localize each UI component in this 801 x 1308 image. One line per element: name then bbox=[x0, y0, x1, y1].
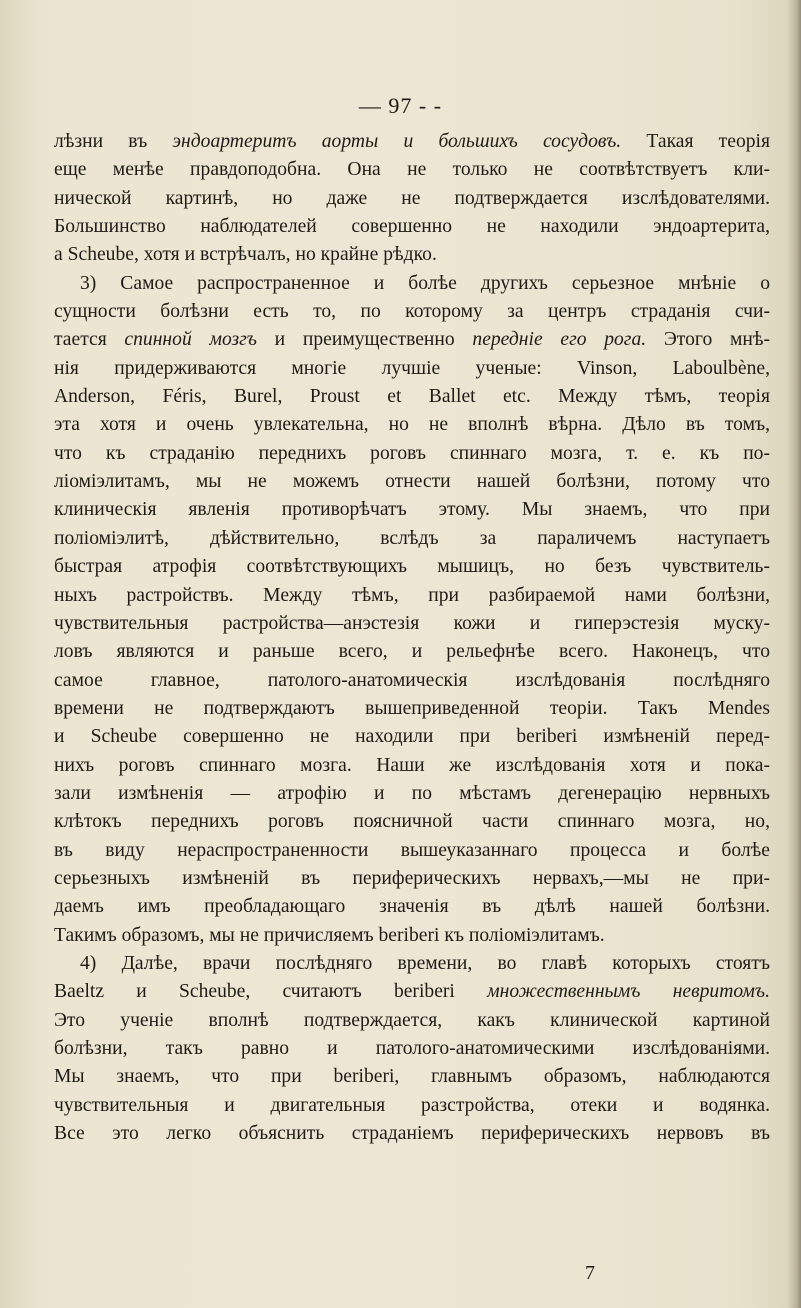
text-span: что къ страданію переднихъ роговъ спиннаго мозга, т. е. къ по- bbox=[54, 442, 770, 464]
emphasized-text: множественнымъ невритомъ. bbox=[487, 981, 770, 1003]
emphasized-text: переднiе его рога. bbox=[472, 329, 647, 351]
text-line bbox=[54, 808, 770, 836]
text-line bbox=[54, 695, 770, 723]
text-line bbox=[54, 525, 770, 553]
text-line bbox=[54, 1120, 770, 1148]
text-span: зали измѣненія — атрофію и по мѣстамъ дегенерацію нервныхъ bbox=[54, 782, 770, 804]
text-line bbox=[54, 723, 770, 751]
text-span: въ виду нераспространенности вышеуказаннаго процесса и болѣе bbox=[54, 839, 770, 861]
text-span: Большинство наблюдателей совершенно не находили эндоартерита, bbox=[54, 216, 770, 238]
text-span: ліоміэлитамъ, мы не можемъ отнести нашей болѣзни, потому что bbox=[54, 471, 770, 493]
emphasized-text: эндоартеритъ аорты и большихъ сосудовъ. bbox=[172, 131, 622, 152]
text-line bbox=[54, 553, 770, 581]
text-line bbox=[54, 582, 770, 610]
text-line bbox=[54, 298, 770, 326]
text-line bbox=[54, 411, 770, 439]
text-span: серьезныхъ измѣненій въ периферическихъ нервахъ,—мы не при- bbox=[54, 867, 770, 889]
text-span: Такимъ образомъ, мы не причисляемъ beriberi къ поліоміэлитамъ. bbox=[54, 924, 605, 946]
text-line bbox=[54, 752, 770, 780]
text-line bbox=[54, 185, 770, 213]
text-line bbox=[54, 270, 770, 298]
text-span: еще менѣе правдоподобна. Она не только не соотвѣтствуетъ кли- bbox=[54, 159, 770, 181]
text-span: времени не подтверждаютъ вышеприведенной теоріи. Такъ Mendes bbox=[54, 697, 770, 719]
text-line bbox=[54, 241, 770, 269]
text-span: 4) Далѣе, врачи послѣдняго времени, во главѣ которыхъ стоятъ bbox=[80, 952, 770, 974]
text-span: клѣтокъ переднихъ роговъ поясничной части спиннаго мозга, но, bbox=[54, 811, 770, 833]
text-span: сущности болѣзни есть то, по которому за центръ страданія счи- bbox=[54, 301, 770, 323]
text-span: болѣзни, такъ равно и патолого-анатомическими изслѣдованіями. bbox=[54, 1038, 770, 1059]
text-span: Мы знаемъ, что при beriberi, главнымъ образомъ, наблюдаются bbox=[54, 1066, 770, 1088]
text-span: 3) Самое распространенное и болѣе другихъ серьезное мнѣніе о bbox=[80, 272, 770, 294]
text-line bbox=[54, 1063, 770, 1091]
text-span: поліоміэлитѣ, дѣйствительно, вслѣдъ за параличемъ наступаетъ bbox=[54, 527, 770, 549]
text-line bbox=[54, 610, 770, 638]
emphasized-text: спинной мозгъ bbox=[124, 329, 257, 351]
text-span: и преимущественно bbox=[256, 329, 473, 351]
text-line bbox=[54, 383, 770, 411]
text-span: Это ученіе вполнѣ подтверждается, какъ клинической картиной bbox=[54, 1009, 770, 1031]
page-edge-shadow bbox=[787, 0, 801, 1308]
text-span: нія придерживаются многіе лучшіе ученые: Vinson, Laboulbène, bbox=[54, 357, 770, 379]
text-span: и Scheube совершенно не находили при beriberi измѣненій перед- bbox=[54, 726, 770, 748]
text-line bbox=[54, 638, 770, 666]
page-number-header: — 97 - - bbox=[358, 93, 443, 118]
text-span: Anderson, Férіs, Burel, Proust et Ballet etc. Между тѣмъ, теорія bbox=[54, 386, 770, 408]
text-line bbox=[54, 326, 770, 354]
text-line bbox=[54, 950, 770, 978]
text-line bbox=[54, 1035, 770, 1063]
text-line bbox=[54, 667, 770, 695]
text-line bbox=[54, 893, 770, 921]
text-span: ловъ являются и раньше всего, и рельефнѣе всего. Наконецъ, что bbox=[54, 641, 770, 663]
text-line bbox=[54, 496, 770, 524]
text-span: нической картинѣ, но даже не подтверждается изслѣдователями. bbox=[54, 187, 770, 209]
text-line bbox=[54, 780, 770, 808]
text-line bbox=[54, 978, 770, 1006]
signature-mark: 7 bbox=[585, 1262, 595, 1284]
text-line bbox=[54, 468, 770, 496]
text-span: самое главное, патолого-анатомическія изслѣдованія послѣдняго bbox=[54, 669, 770, 691]
text-span: Такая теорія bbox=[621, 131, 770, 152]
text-span: тается bbox=[54, 329, 125, 351]
text-line bbox=[54, 1092, 770, 1120]
text-line bbox=[54, 355, 770, 383]
text-line bbox=[54, 213, 770, 241]
text-span: эта хотя и очень увлекательна, но не вполнѣ вѣрна. Дѣло въ томъ, bbox=[54, 414, 770, 436]
text-line bbox=[54, 837, 770, 865]
text-span: даемъ имъ преобладающаго значенія въ дѣлѣ нашей болѣзни. bbox=[54, 896, 770, 918]
text-span: чувствительныя растройства—анэстезія кожи и гиперэстезія муску- bbox=[54, 612, 770, 634]
text-span: Все это легко объяснить страданіемъ периферическихъ нервовъ въ bbox=[54, 1123, 770, 1145]
text-line bbox=[54, 1007, 770, 1035]
text-span: Этого мнѣ- bbox=[646, 329, 770, 351]
text-line bbox=[54, 440, 770, 468]
text-span: ныхъ растройствъ. Между тѣмъ, при разбираемой нами болѣзни, bbox=[54, 584, 770, 606]
text-span: чувствительныя и двигательныя разстройства, отеки и водянка. bbox=[54, 1094, 770, 1116]
body-text bbox=[54, 128, 770, 1148]
text-span: нихъ роговъ спиннаго мозга. Наши же изслѣдованія хотя и пока- bbox=[54, 754, 770, 776]
text-line bbox=[54, 922, 770, 950]
text-line bbox=[54, 156, 770, 184]
text-span: быстрая атрофія соотвѣтствующихъ мышицъ, но безъ чувствитель- bbox=[54, 556, 770, 578]
text-span: лѣзни въ bbox=[54, 131, 173, 152]
text-line bbox=[54, 865, 770, 893]
text-span: клиническія явленія противорѣчатъ этому. Мы знаемъ, что при bbox=[54, 499, 770, 521]
text-span: Baeltz и Scheube, считаютъ beriberi bbox=[54, 981, 488, 1003]
text-span: a Scheube, хотя и встрѣчалъ, но крайне рѣдко. bbox=[54, 244, 437, 266]
text-line bbox=[54, 128, 770, 156]
